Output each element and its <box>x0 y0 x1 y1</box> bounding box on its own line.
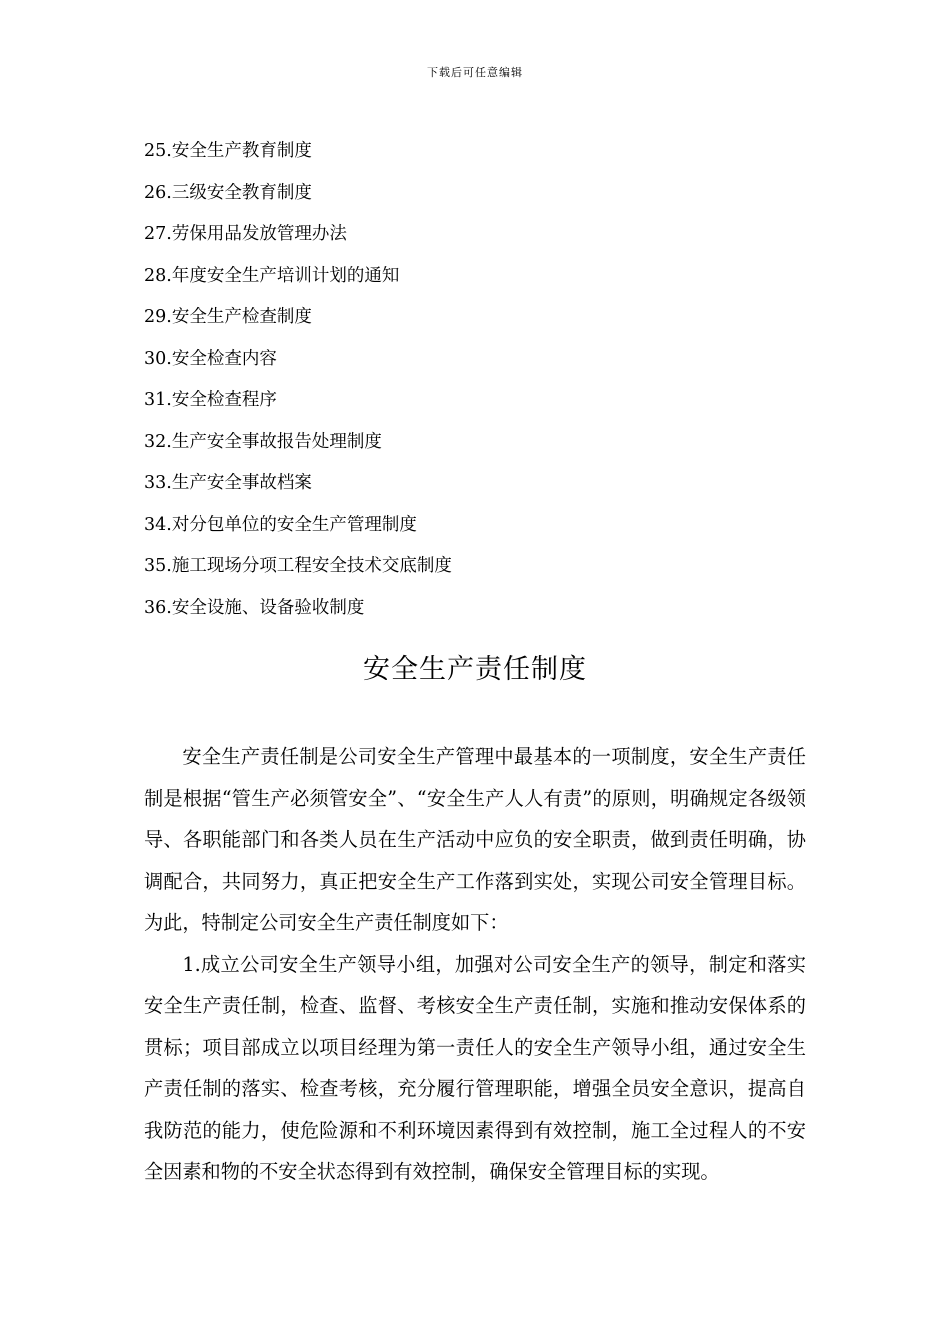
toc-item: 31.安全检查程序 <box>144 390 277 410</box>
section-title: 安全生产责任制度 <box>363 654 587 685</box>
toc-item: 35.施工现场分项工程安全技术交底制度 <box>144 556 452 576</box>
toc-item: 34.对分包单位的安全生产管理制度 <box>144 514 417 535</box>
toc-item: 32.生产安全事故报告处理制度 <box>144 431 382 452</box>
clause-paragraph: 1.成立公司安全生产领导小组，加强对公司安全生产的领导，制定和落实安全生产责任制，检查、监督、考核安全生产责任制，实施和推动安保体系的贯标；项目部成立以项目经理为第一责任人的安全生产领导小组，通过安全生产责任制的落实、检查考核，充分履行管理职能，增强全员安全意识，提高自我防范的能力，使危险源和不利环境因素得到有效控制，施工全过程人的不安全因素和物的不安全状态得到有效控制，确保安全管理目标的实现。 <box>144 952 806 1183</box>
intro-paragraph: 安全生产责任制是公司安全生产管理中最基本的一项制度，安全生产责任制是根据“管生产必须管安全”、“安全生产人人有责”的原则，明确规定各级领导、各职能部门和各类人员在生产活动中应负的安全职责，做到责任明确，协调配合，共同努力，真正把安全生产工作落到实处，实现公司安全管理目标。为此，特制定公司安全生产责任制度如下： <box>144 745 806 934</box>
page-header: 下载后可任意编辑 <box>427 66 523 79</box>
section-body <box>144 736 806 1193</box>
toc-item: 28.年度安全生产培训计划的通知 <box>144 265 400 286</box>
toc-item: 26.三级安全教育制度 <box>144 182 312 203</box>
toc-list <box>144 136 824 634</box>
toc-item: 25.安全生产教育制度 <box>144 141 312 161</box>
toc-item: 36.安全设施、设备验收制度 <box>144 597 365 618</box>
toc-item: 30.安全检查内容 <box>144 348 277 369</box>
toc-item: 27.劳保用品发放管理办法 <box>144 224 347 244</box>
toc-item: 29.安全生产检查制度 <box>144 307 312 327</box>
toc-item: 33.生产安全事故档案 <box>144 473 312 493</box>
